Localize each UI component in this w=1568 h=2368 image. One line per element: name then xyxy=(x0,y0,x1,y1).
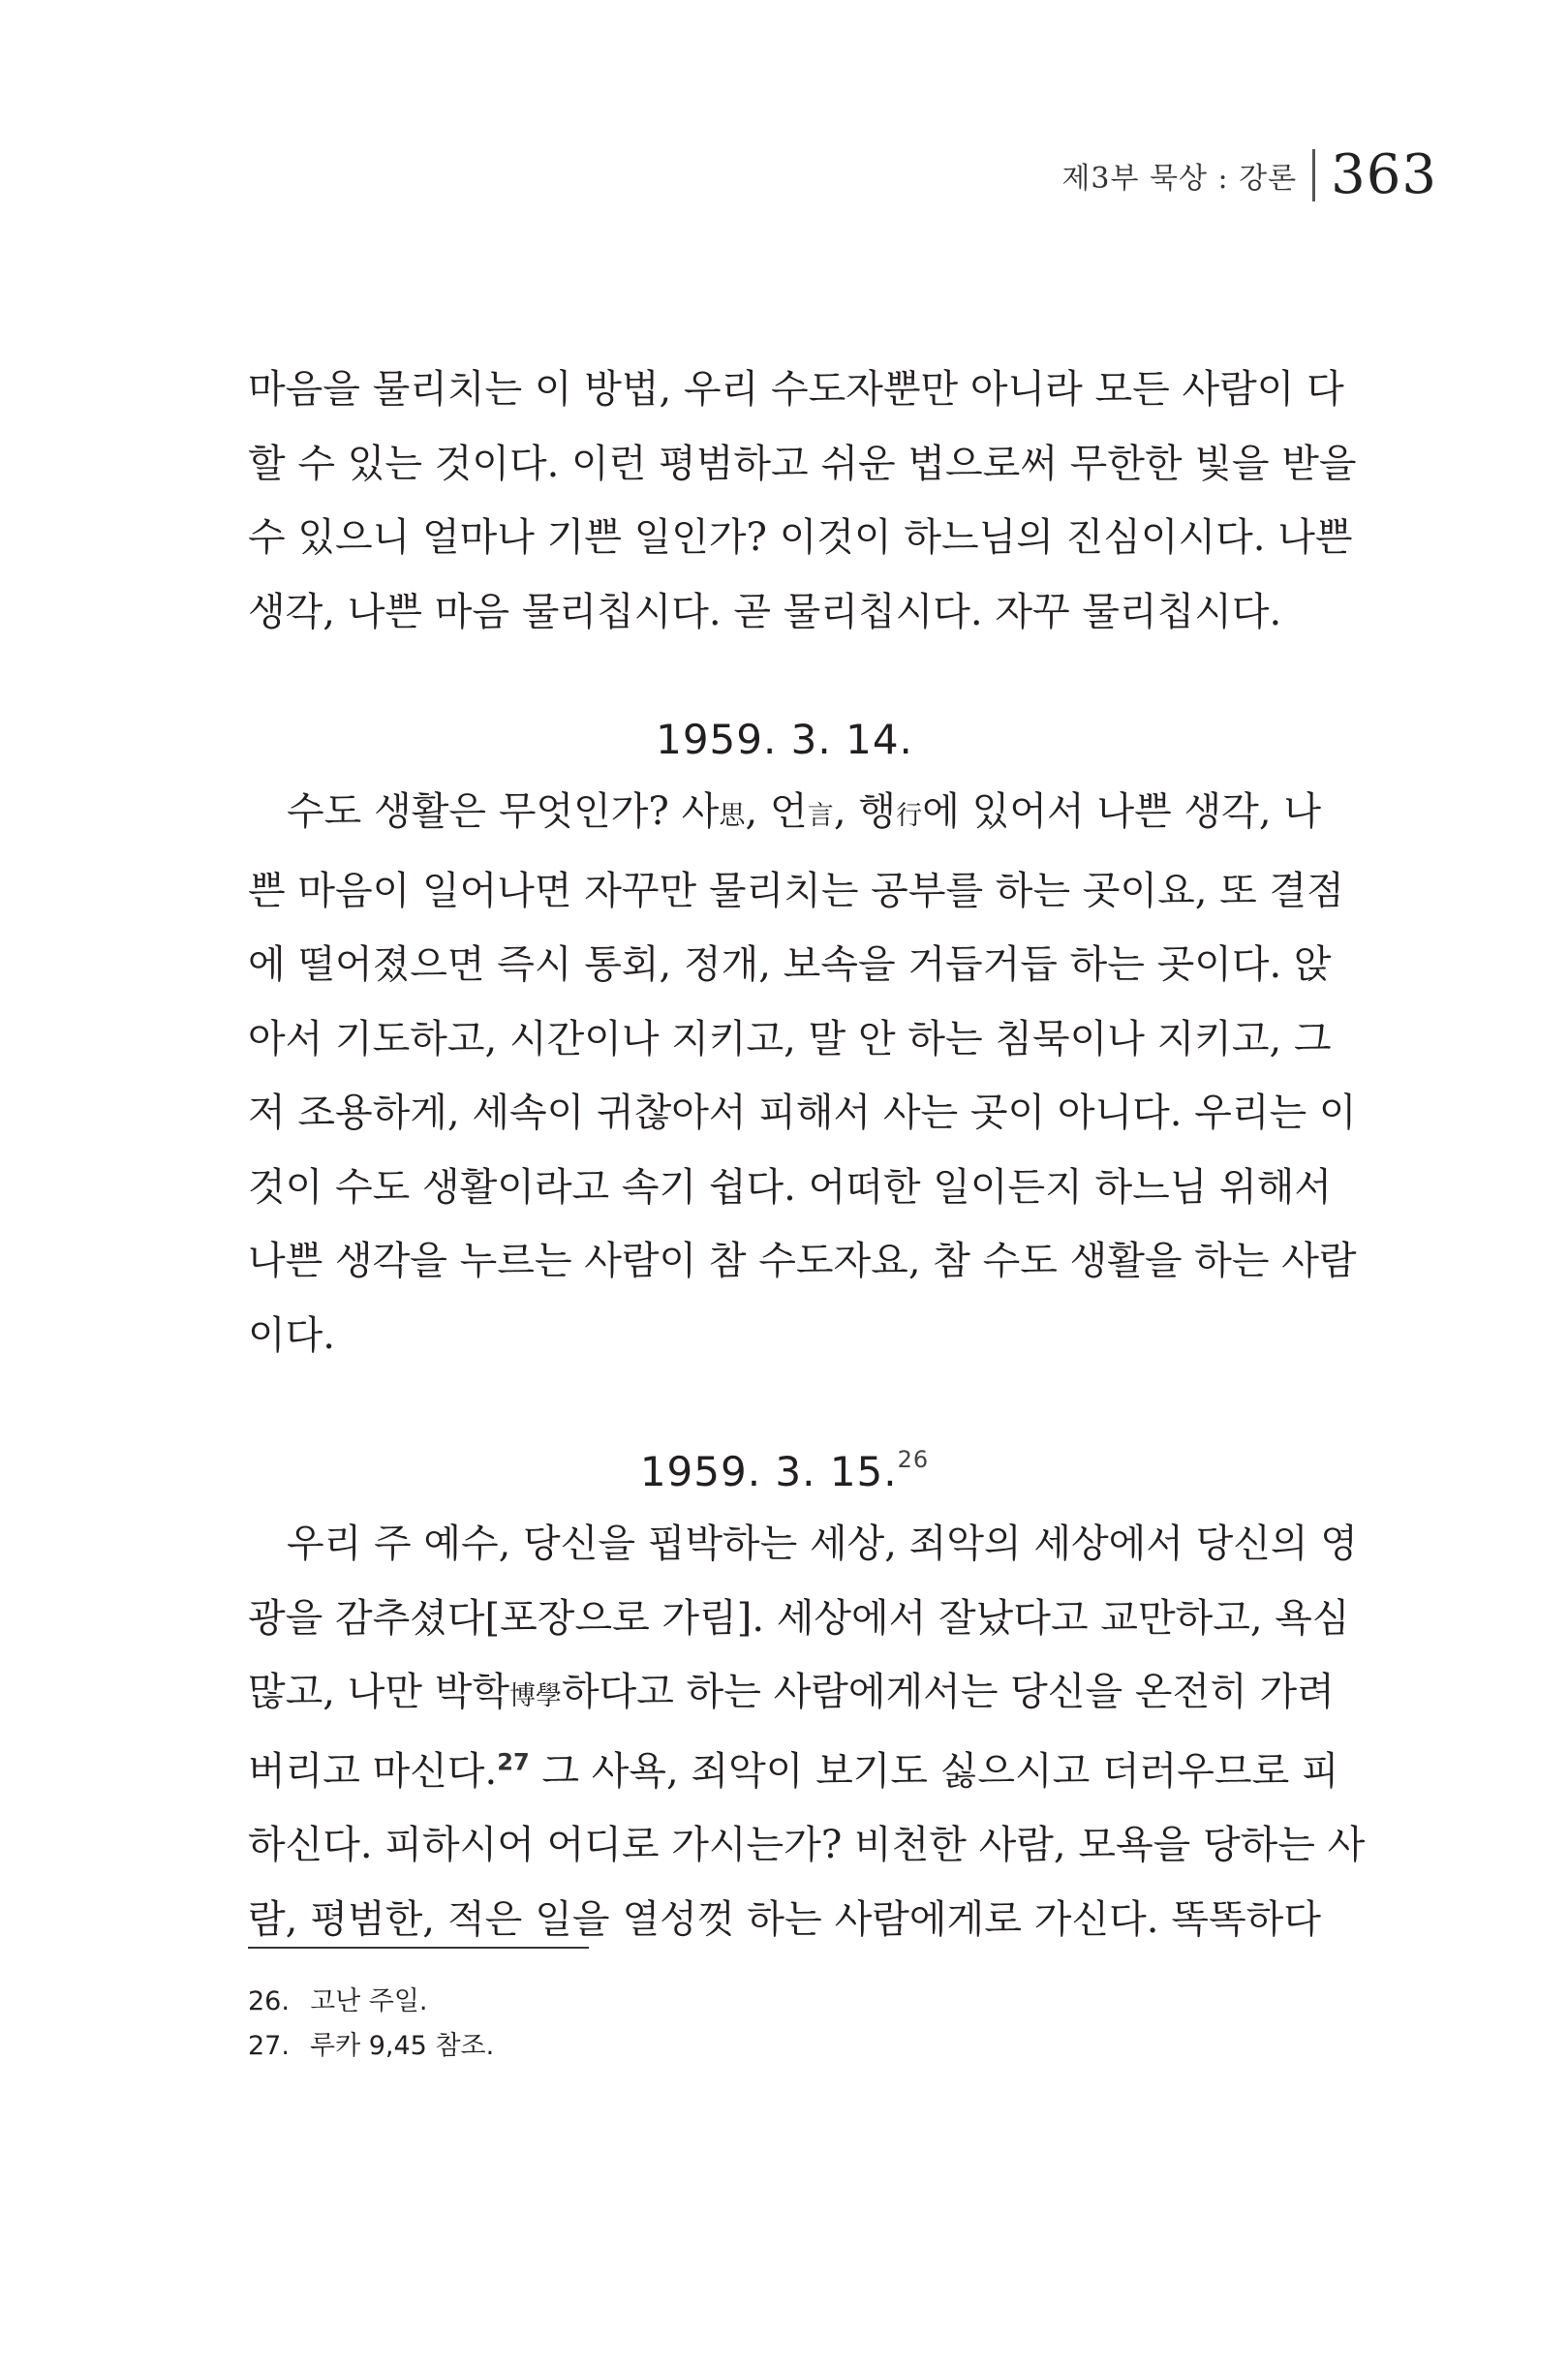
intro-paragraph xyxy=(248,353,1357,649)
footnote-text: 루카 9,45 참조. xyxy=(310,2031,495,2061)
footnote-number: 26. xyxy=(248,1986,290,2016)
hanja-annotation: 博學 xyxy=(508,1681,562,1711)
text-line: 이다. xyxy=(248,1312,335,1358)
text-line xyxy=(248,1735,1339,1809)
page-body xyxy=(248,353,1366,1956)
footnote-item xyxy=(248,2024,494,2069)
entry-paragraph xyxy=(248,775,1357,1372)
entry-date-text: 1959. 3. 15. xyxy=(639,1448,898,1495)
text-segment: , 언 xyxy=(745,789,808,834)
text-segment: 에 있어서 나쁜 생각, 나 xyxy=(922,789,1321,834)
text-line: 것이 수도 생활이라고 속기 쉽다. 어떠한 일이든지 하느님 위해서 xyxy=(248,1164,1333,1210)
text-line: 할 수 있는 것이다. 이런 평범하고 쉬운 법으로써 무한한 빛을 받을 xyxy=(248,441,1357,486)
header-divider xyxy=(1312,149,1315,201)
footnote-number: 27. xyxy=(248,2031,290,2061)
footnote-divider xyxy=(248,1947,589,1949)
text-line: 우리 주 예수, 당신을 핍박하는 세상, 죄악의 세상에서 당신의 영 xyxy=(287,1522,1358,1566)
text-segment: 많고, 나만 박학 xyxy=(248,1670,509,1714)
text-line: 생각, 나쁜 마음 물리칩시다. 곧 물리칩시다. 자꾸 물리칩시다. xyxy=(248,589,1282,634)
text-line: 아서 기도하고, 시간이나 지키고, 말 안 하는 침묵이나 지키고, 그 xyxy=(248,1016,1332,1061)
text-line: 나쁜 생각을 누르는 사람이 참 수도자요, 참 수도 생활을 하는 사람 xyxy=(248,1239,1357,1283)
entry-paragraph xyxy=(248,1507,1366,1956)
entry-date-heading: 1959. 3. 14. xyxy=(656,716,913,763)
footnote-text: 고난 주일. xyxy=(310,1986,428,2016)
text-line: 수 있으니 얼마나 기쁜 일인가? 이것이 하느님의 진심이시다. 나쁜 xyxy=(248,515,1353,560)
text-segment: 수도 생활은 무엇인가? 사 xyxy=(287,789,720,834)
text-line: 쁜 마음이 일어나면 자꾸만 물리치는 공부를 하는 곳이요, 또 결점 xyxy=(248,868,1344,913)
header-section-title: 제3부 묵상 : 강론 xyxy=(1061,161,1298,196)
footnote-ref: 27 xyxy=(497,1748,530,1776)
text-line xyxy=(248,775,1321,854)
footnote-ref: 26 xyxy=(897,1446,930,1473)
text-line: 광을 감추셨다[포장으로 가림]. 세상에서 잘났다고 교만하고, 욕심 xyxy=(248,1595,1350,1641)
hanja-annotation: 思 xyxy=(719,801,746,831)
running-header xyxy=(1061,143,1437,206)
text-line: 마음을 물리치는 이 방법, 우리 수도자뿐만 아니라 모든 사람이 다 xyxy=(248,367,1344,412)
footnote-item xyxy=(248,1980,494,2024)
text-line: 람, 평범한, 적은 일을 열성껏 하는 사람에게로 가신다. 똑똑하다 xyxy=(248,1896,1321,1942)
footnotes xyxy=(248,1980,494,2069)
page-number: 363 xyxy=(1331,143,1437,206)
text-line: 저 조용하게, 세속이 귀찮아서 피해서 사는 곳이 아니다. 우리는 이 xyxy=(248,1091,1357,1135)
text-segment: 버리고 마신다. xyxy=(248,1748,498,1794)
text-line xyxy=(248,1655,1335,1735)
text-line: 에 떨어졌으면 즉시 통회, 정개, 보속을 거듭거듭 하는 곳이다. 앉 xyxy=(248,942,1332,987)
text-segment: , 행 xyxy=(833,789,897,834)
text-line: 하신다. 피하시어 어디로 가시는가? 비천한 사람, 모욕을 당하는 사 xyxy=(248,1823,1366,1867)
text-segment: 하다고 하는 사람에게서는 당신을 온전히 가려 xyxy=(561,1670,1335,1714)
entry-date-heading xyxy=(248,1427,1321,1509)
hanja-annotation: 行 xyxy=(896,801,923,831)
hanja-annotation: 言 xyxy=(807,801,834,831)
text-segment: 그 사욕, 죄악이 보기도 싫으시고 더러우므로 피 xyxy=(529,1748,1339,1794)
